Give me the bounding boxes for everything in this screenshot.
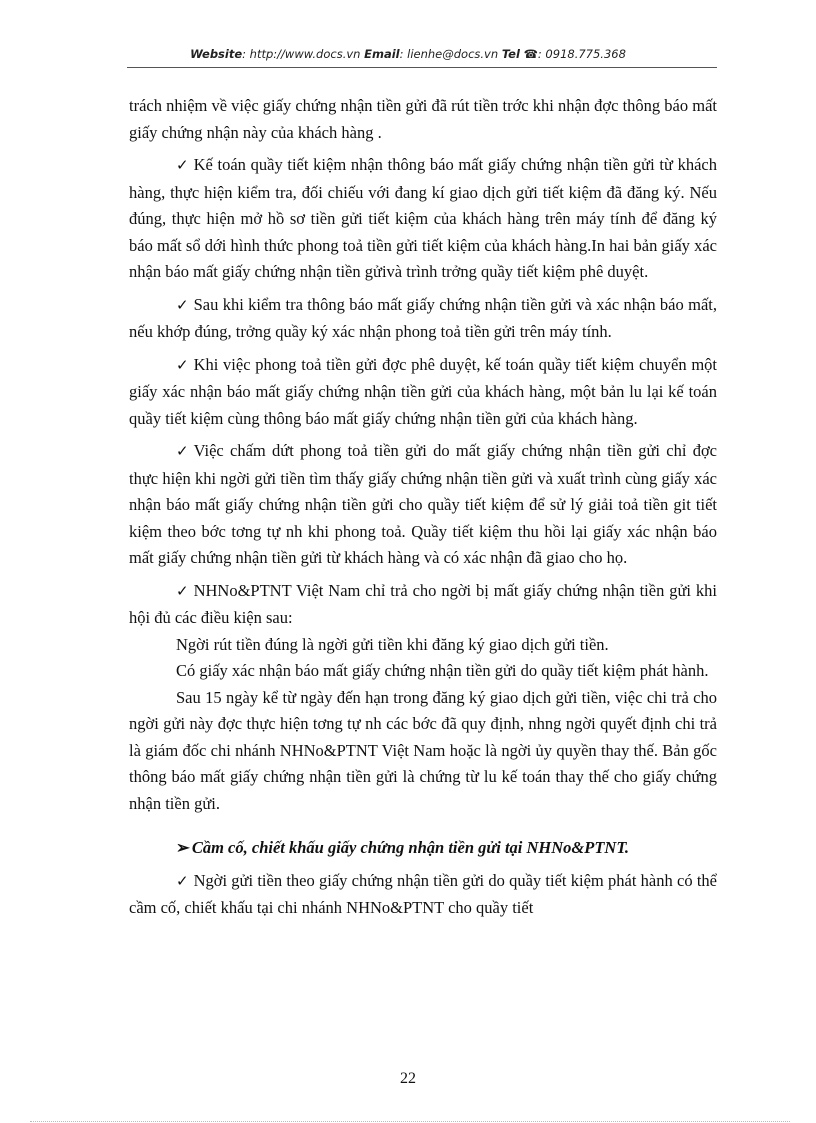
checkmark-icon: ✓ <box>176 873 189 890</box>
list-item <box>129 868 717 922</box>
list-item-text: Khi việc phong toả tiền gửi đợc phê duyệt, kế toán quầy tiết kiệm chuyển một giấy xác nhận báo mất giấy chứng nhận tiền gửi của khách hàng, một bản lu lại kế toán quầy tiết kiệm cùng thông báo mất giấy chứng nhận tiền gửi của khách hàng. <box>129 354 717 428</box>
phone-icon: ☎ <box>523 47 538 61</box>
paragraph-continuation: trách nhiệm về việc giấy chứng nhận tiền gửi đã rút tiền trớc khi nhận đợc thông báo mất giấy chứng nhận này của khách hàng . <box>129 96 717 142</box>
website-url[interactable]: : http://www.docs.vn <box>242 47 361 61</box>
page-header <box>0 47 816 61</box>
list-item <box>129 292 717 346</box>
list-item-text: Kế toán quầy tiết kiệm nhận thông báo mất giấy chứng nhận tiền gửi từ khách hàng, thực hiện kiểm tra, đối chiếu với đang kí giao dịch gửi tiết kiệm đã đăng ký. Nếu đúng, thực hiện mở hồ sơ tiền gửi tiết kiệm của khách hàng trên máy tính để đăng ký báo mất sổ dới hình thức phong toả tiền gửi tiết kiệm của khách hàng.In hai bản giấy xác nhận báo mất giấy chứng nhận tiền gửivà trình trởng quầy tiết kiệm phê duyệt. <box>129 155 717 281</box>
page-number: 22 <box>400 1070 416 1087</box>
checkmark-icon: ✓ <box>176 158 189 174</box>
header-divider <box>127 67 717 68</box>
checkmark-icon: ✓ <box>176 357 189 374</box>
section-heading-text: Cầm cố, chiết khấu giấy chứng nhận tiền gửi tại NHNo&PTNT. <box>191 838 630 857</box>
list-item <box>129 438 717 572</box>
list-item <box>129 352 717 433</box>
email-label: Email <box>364 47 400 61</box>
checkmark-icon: ✓ <box>176 297 189 314</box>
list-item-text: NHNo&PTNT Việt Nam chỉ trả cho ngời bị mất giấy chứng nhận tiền gửi khi hội đủ các điều kiện sau: <box>129 580 717 627</box>
phone-number: : 0918.775.368 <box>537 47 626 61</box>
list-item-text: Việc chấm dứt phong toả tiền gửi do mất giấy chứng nhận tiền gửi chỉ đợc thực hiện khi ngời gửi tiền tìm thấy giấy chứng nhận tiền gửi và xuất trình cùng giấy xác nhận báo mất giấy chứng nhận tiền gửi cho quầy tiết kiệm để sử lý giải toả tiền git tiết kiệm theo bớc tơng tự nh khi phong toả. Quầy tiết kiệm thu hồi lại giấy xác nhận báo mất giấy chứng nhận tiền gửi từ khách hàng và có xác nhận đã giao cho họ. <box>129 441 717 567</box>
checkmark-icon: ✓ <box>176 583 189 600</box>
paragraph: Có giấy xác nhận báo mất giấy chứng nhận tiền gửi do quầy tiết kiệm phát hành. <box>176 661 709 680</box>
list-item <box>129 578 717 632</box>
checkmark-icon: ✓ <box>176 444 189 460</box>
list-item-text: Sau khi kiểm tra thông báo mất giấy chứng nhận tiền gửi và xác nhận báo mất, nếu khớp đúng, trởng quầy ký xác nhận phong toả tiền gửi trên máy tính. <box>129 294 717 341</box>
list-item <box>129 152 717 286</box>
list-item-text: Ngời gửi tiền theo giấy chứng nhận tiền gửi do quầy tiết kiệm phát hành có thể cầm cố, chiết khấu tại chi nhánh NHNo&PTNT cho quầy tiết <box>129 870 717 917</box>
footer-divider <box>30 1121 790 1122</box>
arrow-bullet-icon: ➢ <box>176 838 190 857</box>
document-body <box>129 93 717 922</box>
paragraph: Sau 15 ngày kể từ ngày đến hạn trong đăng ký giao dịch gửi tiền, việc chi trả cho ngời gửi này đợc thực hiện tơng tự nh các bớc đã quy định, nhng ngời quyết định chi trả là giám đốc chi nhánh NHNo&PTNT Việt Nam hoặc là ngời ủy quyền thay thế. Bản gốc thông báo mất giấy chứng nhận tiền gửi là chứng từ lu kế toán thay thế cho giấy chứng nhận tiền gửi. <box>129 687 717 813</box>
email-address[interactable]: : lienhe@docs.vn <box>399 47 499 61</box>
section-heading <box>129 835 717 862</box>
paragraph: Ngời rút tiền đúng là ngời gửi tiền khi đăng ký giao dịch gửi tiền. <box>176 634 609 654</box>
tel-label: Tel <box>501 47 520 61</box>
website-label: Website <box>190 47 243 61</box>
